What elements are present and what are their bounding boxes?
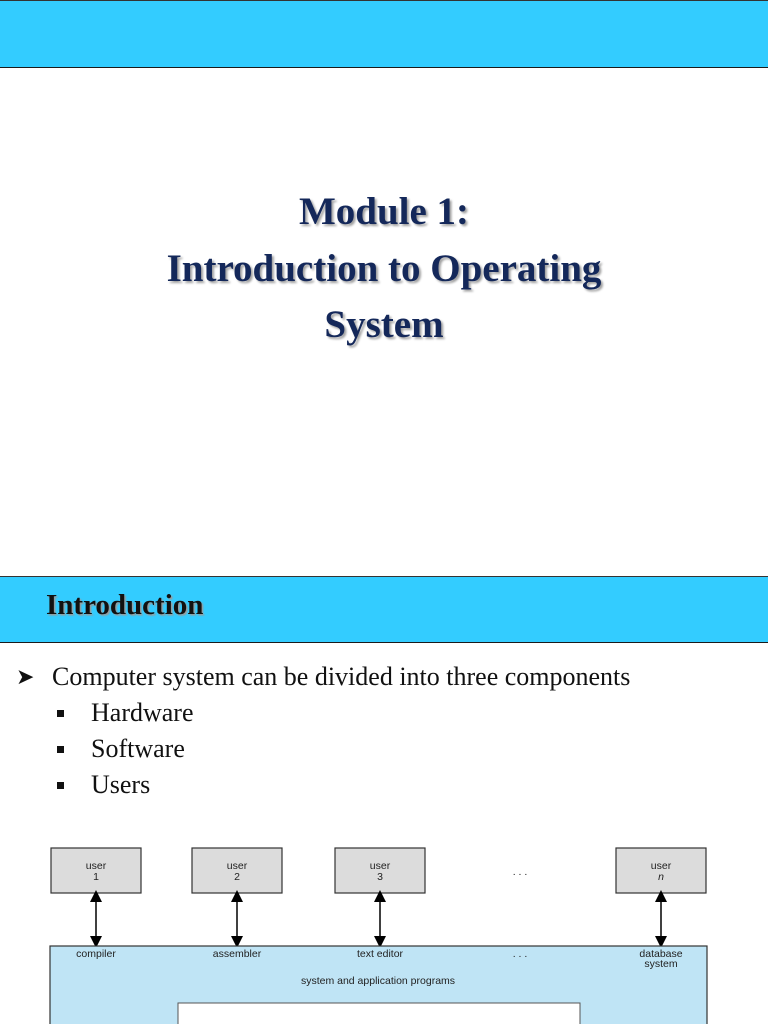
square-bullet-icon xyxy=(57,710,64,717)
sub-bullet-hardware: Hardware xyxy=(91,698,194,727)
user-label: user xyxy=(369,860,391,872)
user-label: user xyxy=(85,860,107,872)
square-bullet-icon xyxy=(57,746,64,753)
header-band xyxy=(0,0,768,68)
user-number: 2 xyxy=(234,871,240,883)
square-bullet-icon xyxy=(57,782,64,789)
user-number: n xyxy=(658,871,664,883)
user-number: 1 xyxy=(93,871,99,883)
user-label: user xyxy=(650,860,672,872)
arrow-bullet-icon: ➤ xyxy=(16,664,35,689)
section-heading: Introduction xyxy=(46,589,204,621)
program-system: system xyxy=(644,958,678,970)
module-title-line-1: Module 1: xyxy=(298,190,470,233)
sub-bullet-users: Users xyxy=(91,770,151,799)
module-title-line-3: System xyxy=(324,303,444,346)
user-label: user xyxy=(226,860,248,872)
module-title-line-2: Introduction to Operating xyxy=(166,247,602,290)
user-box-n xyxy=(616,848,706,893)
user-box-2 xyxy=(192,848,282,893)
program-ellipsis: . . . xyxy=(512,948,528,960)
operating-system-box xyxy=(178,1003,580,1024)
program-compiler: compiler xyxy=(76,948,116,960)
user-box-1 xyxy=(51,848,141,893)
user-ellipsis: . . . xyxy=(512,866,528,878)
sub-bullet-software: Software xyxy=(91,734,185,763)
system-components-diagram xyxy=(0,830,768,1024)
main-bullet-text: Computer system can be divided into three components xyxy=(52,662,631,691)
program-assembler: assembler xyxy=(212,948,262,960)
user-box-3 xyxy=(335,848,425,893)
user-number: 3 xyxy=(377,871,383,883)
program-database: database xyxy=(639,948,683,960)
program-text-editor: text editor xyxy=(356,948,404,960)
layer-label: system and application programs xyxy=(300,975,456,987)
